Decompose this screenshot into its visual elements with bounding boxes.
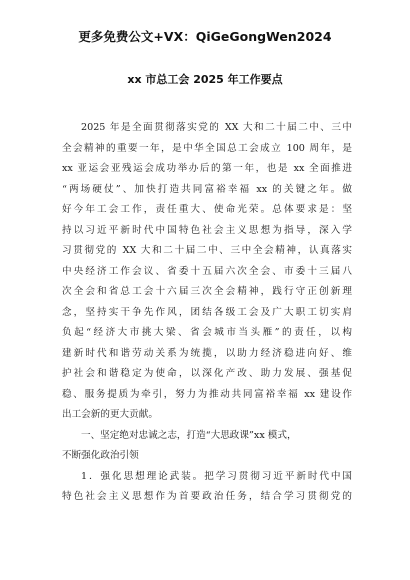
promo-banner: 更多免费公文+VX：QiGeGongWen2024: [78, 29, 332, 44]
body-line: 全会精神的重要一年，是中华全国总工会成立 100 周年，是: [62, 142, 352, 154]
body-line: 稳、服务提质为牵引，努力为推动共同富裕幸福 xx 建设作: [62, 388, 352, 400]
body-line: 习贯彻党的 XX 大和二十届二中、三中全会精神，认真落实: [62, 245, 352, 256]
section-heading: 一、坚定绝对忠诚之志，打造“大思政课”xx 模式，: [81, 429, 297, 441]
body-line: 持以习近平新时代中国特色社会主义思想为指导，深入学: [62, 224, 352, 236]
document-title: xx 市总工会 2025 年工作要点: [127, 73, 283, 86]
body-line: 次全会和省总工会十六届三次全会精神，践行守正创新理: [62, 286, 352, 297]
body-line: 特色社会主义思想作为首要政治任务，结合学习贯彻党的: [62, 491, 352, 502]
body-line: 2025 年是全面贯彻落实党的 XX 大和二十届二中、三中: [81, 122, 352, 133]
subsection-line: 1．强化思想理论武装。把学习贯彻习近平新时代中国: [81, 470, 352, 482]
body-line: 负起“经济大市挑大梁、省会城市当头雁”的责任，以构: [62, 327, 352, 338]
document-body: [62, 118, 352, 508]
body-line: 出工会新的更大贡献。: [62, 409, 158, 420]
body-line: 建新时代和谐劳动关系为统揽，以助力经济稳进向好、维: [62, 347, 352, 359]
body-line: xx 亚运会亚残运会成功举办后的第一年，也是 xx 全面推进: [62, 163, 352, 174]
body-line: 中央经济工作会议、省委十五届六次全会、市委十三届八: [62, 265, 352, 277]
body-line: 护社会和谐稳定为使命，以深化产改、助力发展、强基促: [62, 368, 352, 379]
body-line: 念，坚持实干争先作风，团结各级工会及广大职工切实肩: [62, 306, 352, 318]
body-line: “两场硬仗”、加快打造共同富裕幸福 xx 的关键之年。做: [62, 183, 352, 195]
section-heading-continuation: 不断强化政治引领: [62, 450, 139, 461]
body-line: 好今年工会工作，责任重大、使命光荣。总体要求是：坚: [62, 204, 352, 215]
